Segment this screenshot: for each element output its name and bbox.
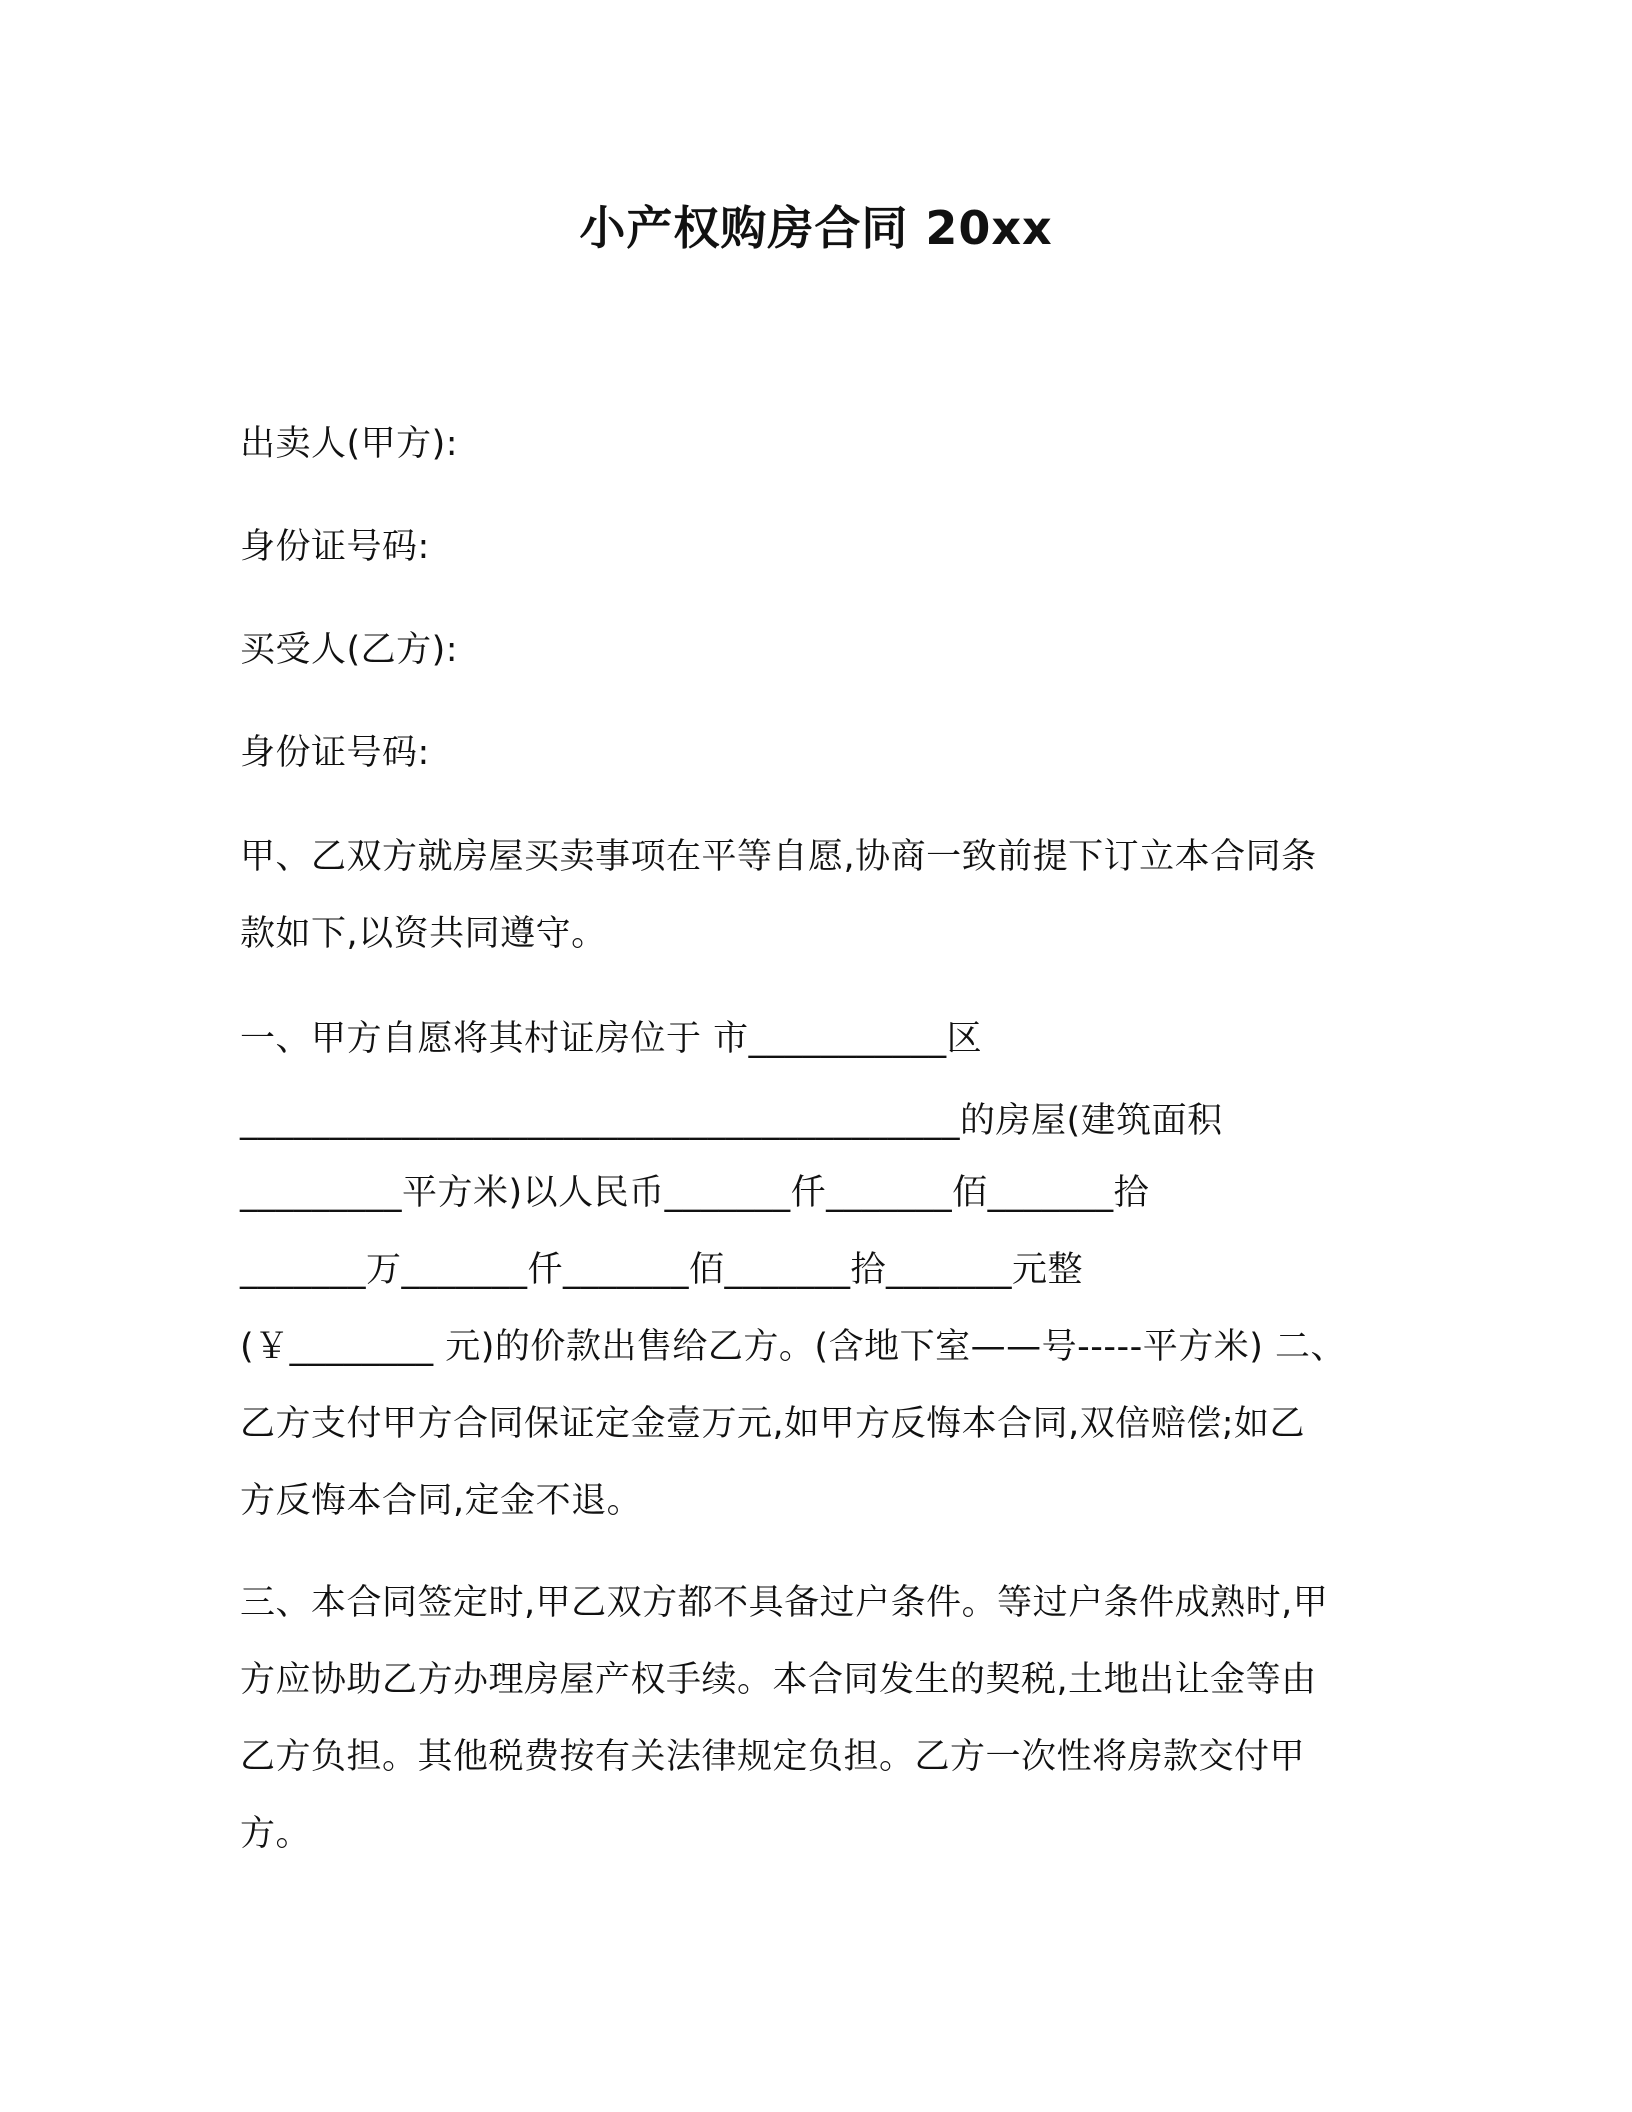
clause-3-line: 三、本合同签定时,甲乙双方都不具备过户条件。等过户条件成熟时,甲 <box>240 1583 1329 1623</box>
clause-1-line: _______万_______仟_______佰_______拾_______元整 <box>240 1250 1084 1290</box>
clause-3-line: 方应协助乙方办理房屋产权手续。本合同发生的契税,土地出让金等由 <box>240 1660 1317 1700</box>
clause-1-line: _________平方米)以人民币_______仟_______佰_______拾 <box>240 1173 1150 1213</box>
clause-3-line: 乙方负担。其他税费按有关法律规定负担。乙方一次性将房款交付甲 <box>240 1737 1306 1777</box>
seller-field: 出卖人(甲方): <box>240 424 459 464</box>
preamble-line: 甲、乙双方就房屋买卖事项在平等自愿,协商一致前提下订立本合同条 <box>240 837 1317 877</box>
preamble-line: 款如下,以资共同遵守。 <box>240 914 607 954</box>
document-title: 小产权购房合同 20xx <box>579 201 1053 255</box>
clause-1-line: (￥________ 元)的价款出售给乙方。(含地下室——号-----平方米) 二、 <box>240 1327 1347 1367</box>
clause-3-line: 方。 <box>240 1814 312 1854</box>
buyer-id-field: 身份证号码: <box>240 733 430 773</box>
buyer-field: 买受人(乙方): <box>240 630 459 670</box>
clause-1-line: 一、甲方自愿将其村证房位于 市___________区 <box>240 1019 983 1059</box>
clause-2-line: 方反悔本合同,定金不退。 <box>240 1481 643 1521</box>
clause-1-line: ________________________________________的房屋(建筑面积 <box>240 1101 1223 1141</box>
seller-id-field: 身份证号码: <box>240 527 430 567</box>
clause-2-line: 乙方支付甲方合同保证定金壹万元,如甲方反悔本合同,双倍赔偿;如乙 <box>240 1404 1306 1444</box>
